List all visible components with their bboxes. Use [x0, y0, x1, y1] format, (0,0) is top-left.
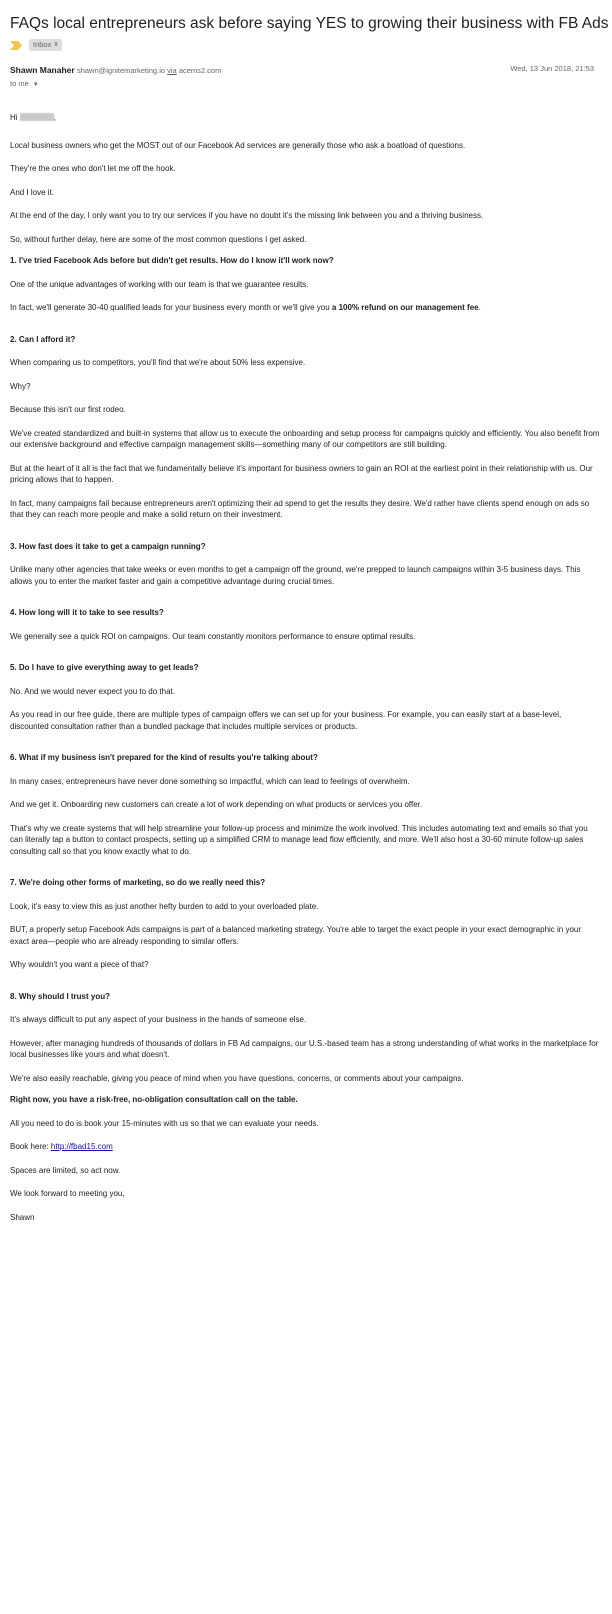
importance-marker-icon[interactable] [10, 41, 22, 50]
paragraph: BUT, a properly setup Facebook Ads campaigns is part of a balanced marketing strategy. You're able to target the exact people in your exact demographic in your exact area—people who are already responding to similar offers. [10, 925, 582, 946]
email-header [10, 64, 602, 94]
question-heading: 4. How long will it to take to see results? [10, 608, 164, 617]
question-heading: 5. Do I have to give everything away to get leads? [10, 663, 199, 672]
paragraph: And we get it. Onboarding new customers can create a lot of work depending on what products or services you offer. [10, 800, 423, 809]
question-heading: 3. How fast does it take to get a campaign running? [10, 541, 206, 551]
paragraph: So, without further delay, here are some of the most common questions I get asked. [10, 234, 307, 244]
via-domain: acems2.com [178, 66, 222, 75]
paragraph: In fact, many campaigns fail because entrepreneurs aren't optimizing their ad spend to get the results they desire. We'd rather have clients spend enough on ads so that they can reach more people and make a solid return on their investment. [10, 498, 590, 519]
paragraph: Why? [10, 381, 31, 391]
sender-email [77, 66, 221, 75]
email-view [0, 14, 612, 1223]
bold-segment: a 100% refund on our management fee [331, 303, 479, 312]
paragraph: It's always difficult to put any aspect of your business in the hands of someone else. [10, 1015, 307, 1024]
label-row [10, 38, 602, 52]
paragraph: All you need to do is book your 15-minutes with us so that we can evaluate your needs. [10, 1118, 319, 1128]
paragraph: We've created standardized and built-in systems that allow us to execute the onboarding and setup process for campaigns quickly and efficiently. You also benefit from our extensive background and effective campaign management skills—something many of our competitors are still building. [10, 428, 600, 449]
text-segment: . [478, 303, 481, 312]
paragraph: Why wouldn't you want a piece of that? [10, 960, 149, 969]
question-heading: 1. I've tried Facebook Ads before but didn't get results. How do I know it'll work now? [10, 256, 334, 265]
paragraph: But at the heart of it all is the fact that we fundamentally believe it's important for business owners to gain an ROI at the earliest point in their relationship with us. Our pricing allows that to happen. [10, 463, 593, 484]
paragraph: We're also easily reachable, giving you peace of mind when you have questions, concerns, or comments about your campaigns. [10, 1073, 464, 1083]
paragraph: Unlike many other agencies that take weeks or even months to get a campaign off the ground, we're prepped to launch campaigns within 3-5 business days. This allows you to enter the market faster and gain a competitive advantage during crucial times. [10, 565, 581, 586]
greeting-text: Hi [10, 113, 18, 122]
remove-label-icon[interactable]: x [54, 41, 58, 48]
paragraph: At the end of the day, I only want you to try our services if you have no doubt it's the missing link between you and a thriving business. [10, 211, 484, 220]
paragraph: We look forward to meeting you, [10, 1189, 125, 1198]
paragraph [10, 1141, 602, 1153]
sender-name[interactable]: Shawn Manaher [10, 65, 75, 75]
redacted-name [20, 113, 54, 121]
question-heading: 6. What if my business isn't prepared for the kind of results you're talking about? [10, 753, 318, 762]
paragraph [10, 302, 602, 314]
paragraph: One of the unique advantages of working with our team is that we guarantee results. [10, 279, 309, 289]
paragraph: However, after managing hundreds of thousands of dollars in FB Ad campaigns, our U.S.-based team has a strong understanding of what works in the marketplace for local businesses like yours and what doesn't. [10, 1038, 599, 1059]
paragraph: In many cases, entrepreneurs have never done something so impactful, which can lead to feelings of overwhelm. [10, 776, 410, 786]
paragraph: Look, it's easy to view this as just another hefty burden to add to your overloaded plate. [10, 901, 319, 911]
greeting: Hi , [10, 113, 56, 122]
email-body [10, 112, 602, 1223]
recipient-line[interactable] [10, 78, 602, 91]
question-heading: 8. Why should I trust you? [10, 991, 110, 1001]
inbox-label-badge[interactable] [29, 39, 62, 51]
paragraph: And I love it. [10, 187, 55, 197]
paragraph: Local business owners who get the MOST out of our Facebook Ad services are generally those who ask a boatload of questions. [10, 140, 466, 150]
call-to-action: Right now, you have a risk-free, no-obligation consultation call on the table. [10, 1095, 298, 1104]
paragraph: When comparing us to competitors, you'll find that we're about 50% less expensive. [10, 358, 306, 367]
email-date: Wed, 13 Jun 2018, 21:53 [510, 64, 594, 73]
via-link[interactable]: via [167, 66, 177, 75]
paragraph: As you read in our free guide, there are multiple types of campaign offers we can set up for your business. For example, you can easily start at a base-level, discounted consultation rather than a bundled package that includes multiple services or products. [10, 710, 562, 731]
paragraph: We generally see a quick ROI on campaigns. Our team constantly monitors performance to ensure optimal results. [10, 631, 416, 641]
paragraph: No. And we would never expect you to do that. [10, 686, 175, 696]
paragraph: Spaces are limited, so act now. [10, 1165, 121, 1175]
signature: Shawn [10, 1212, 35, 1222]
paragraph: They're the ones who don't let me off the hook. [10, 164, 176, 173]
question-heading: 7. We're doing other forms of marketing, so do we really need this? [10, 878, 266, 887]
sender-email-address: shawn@ignitemarketing.io [76, 66, 166, 75]
email-subject: FAQs local entrepreneurs ask before saying YES to growing their business with FB Ads [10, 15, 609, 32]
text-segment: Book here: [10, 1142, 51, 1151]
text-segment: In fact, we'll generate 30-40 qualified leads for your business every month or we'll give you [10, 303, 332, 312]
question-heading: 2. Can I afford it? [10, 334, 76, 344]
paragraph: That's why we create systems that will help streamline your follow-up process and minimize the work involved. This includes automating text and emails so that you can literally tap a button to contact prospects, setting up a simplified CRM to manage lead flow efficiently, and more. We'll also host a 30-60 minute follow-up sales consulting call so that you know exactly what to do. [10, 823, 588, 856]
paragraph: Because this isn't our first rodeo. [10, 405, 126, 414]
recipient-text: to me [10, 79, 29, 88]
chevron-down-icon[interactable]: ▼ [32, 82, 39, 88]
inbox-label-text: Inbox [33, 40, 52, 49]
booking-link[interactable]: http://fbad15.com [50, 1142, 113, 1151]
